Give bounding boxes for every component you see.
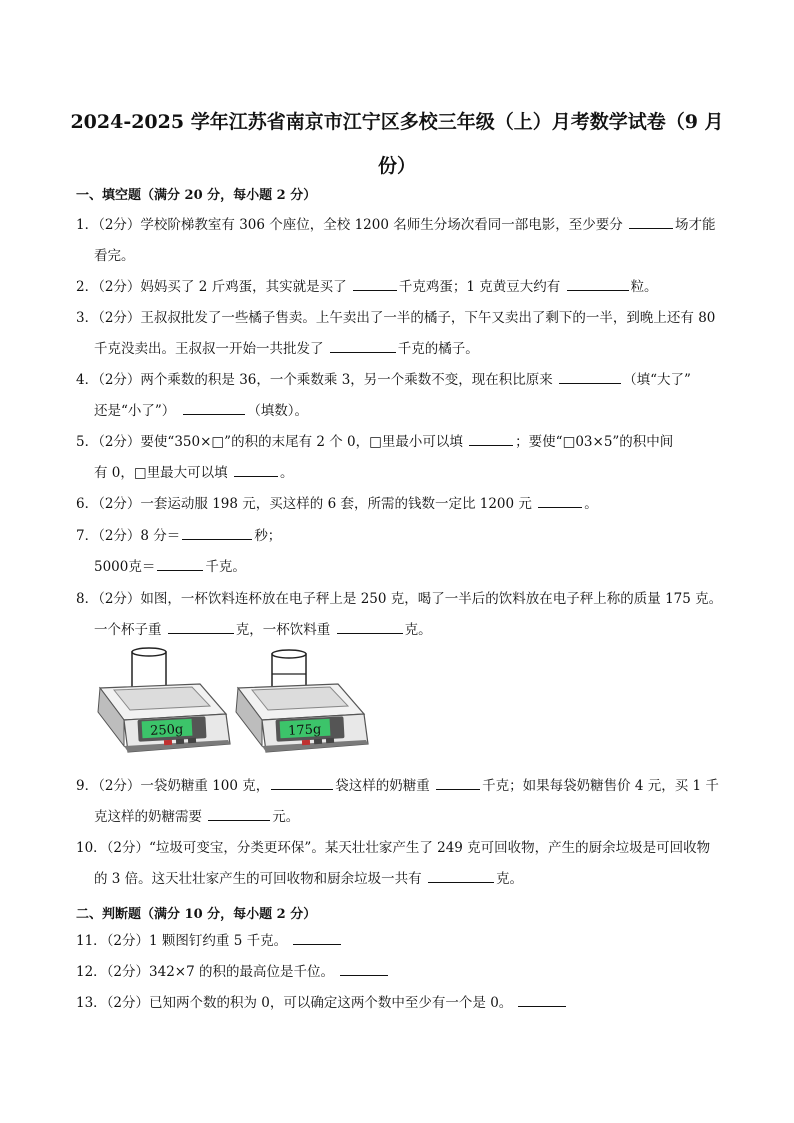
q2-text-c: 粒。 [630, 279, 658, 295]
scale-illustration [232, 640, 372, 768]
q12-text-a: 12．（2分）342×7 的积的最高位是千位。 [76, 964, 334, 980]
q2-text-b: 千克鸡蛋；1 克黄豆大约有 [398, 279, 565, 295]
answer-blank[interactable] [559, 369, 621, 384]
scale-figure-1 [94, 640, 234, 772]
q5-text-a: 5．（2分）要使“350×□”的积的末尾有 2 个 0，□里最小可以填 [76, 434, 468, 450]
section-heading-judge: 二、判断题（满分 10 分，每小题 2 分） [76, 907, 317, 922]
q3-text-c: 千克的橘子。 [397, 341, 479, 357]
answer-blank[interactable] [330, 338, 396, 353]
q10-text-a: 10．（2分）“垃圾可变宝，分类更环保”。某天壮壮家产生了 249 克可回收物，产生的厨余垃圾是可回收物 [76, 840, 711, 856]
q6-text-b: 。 [584, 496, 598, 512]
answer-blank[interactable] [538, 493, 582, 508]
question-7 [76, 521, 726, 583]
q8-text-b: 一个杯子重 [94, 622, 166, 638]
answer-blank[interactable] [182, 525, 252, 540]
question-6 [76, 489, 726, 520]
q7-text-d: 千克。 [205, 559, 246, 575]
answer-blank[interactable] [428, 868, 494, 883]
q9-text-e: 元。 [272, 809, 300, 825]
q7-text-a: 7．（2分）8 分＝ [76, 528, 181, 544]
q9-text-a: 9．（2分）一袋奶糖重 100 克， [76, 778, 270, 794]
q10-text-c: 克。 [495, 871, 523, 887]
answer-blank[interactable] [271, 775, 333, 790]
answer-blank[interactable] [234, 462, 278, 477]
question-1 [76, 210, 726, 272]
q4-text-c: 还是“小了”） [94, 403, 176, 419]
answer-blank[interactable] [340, 961, 388, 976]
q5-text-b: ；要使“□03×5”的积中间 [515, 434, 674, 450]
q1-text-c: 看完。 [94, 248, 135, 264]
answer-blank[interactable] [337, 619, 403, 634]
question-11 [76, 926, 726, 957]
answer-blank[interactable] [157, 556, 203, 571]
answer-blank[interactable] [469, 431, 513, 446]
q6-text-a: 6．（2分）一套运动服 198 元，买这样的 6 套，所需的钱数一定比 1200 元 [76, 496, 537, 512]
q1-text-b: 场才能 [675, 217, 716, 233]
answer-blank[interactable] [353, 276, 397, 291]
scale-display-2: 175g [287, 722, 322, 739]
answer-blank[interactable] [168, 619, 234, 634]
q3-text-b: 千克没卖出。王叔叔一开始一共批发了 [94, 341, 328, 357]
q1-text-a: 1．（2分）学校阶梯教室有 306 个座位，全校 1200 名师生分场次看同一部电影，至少要分 [76, 217, 628, 233]
question-5 [76, 427, 726, 489]
answer-blank[interactable] [208, 806, 270, 821]
question-3 [76, 303, 726, 365]
title-line-1: 2024-2025 学年江苏省南京市江宁区多校三年级（上）月考数学试卷（9 月 [70, 111, 724, 133]
question-4 [76, 365, 726, 427]
q4-text-a: 4．（2分）两个乘数的积是 36，一个乘数乘 3，另一个乘数不变，现在积比原来 [76, 372, 558, 388]
question-9 [76, 771, 726, 833]
q9-text-c: 千克；如果每袋奶糖售价 4 元，买 1 千 [482, 778, 719, 794]
scale-figure-2 [232, 640, 372, 772]
q8-text-a: 8．（2分）如图，一杯饮料连杯放在电子秤上是 250 克，喝了一半后的饮料放在电子秤上称的质量 175 克。 [76, 591, 723, 607]
q10-text-b: 的 3 倍。这天壮壮家产生的可回收物和厨余垃圾一共有 [94, 871, 426, 887]
q13-text-a: 13．（2分）已知两个数的积为 0，可以确定这两个数中至少有一个是 0。 [76, 995, 513, 1011]
answer-blank[interactable] [567, 276, 629, 291]
answer-blank[interactable] [183, 400, 245, 415]
q3-text-a: 3．（2分）王叔叔批发了一些橘子售卖。上午卖出了一半的橘子，下午又卖出了剩下的一半，到晚上还有 80 [76, 310, 716, 326]
q5-text-d: 。 [279, 465, 294, 481]
scale-illustration [94, 640, 234, 768]
question-8 [76, 584, 726, 646]
section-heading-fill: 一、填空题（满分 20 分，每小题 2 分） [76, 188, 317, 203]
q4-text-d: （填数）。 [247, 403, 309, 419]
q4-text-b: （填“大了” [623, 372, 691, 388]
question-13 [76, 988, 726, 1019]
q8-text-c: 克，一杯饮料重 [235, 622, 335, 638]
q7-text-c: 5000克＝ [94, 559, 156, 575]
q7-text-b: 秒； [254, 528, 282, 544]
question-2 [76, 272, 726, 303]
answer-blank[interactable] [629, 214, 673, 229]
title-line-2: 份） [377, 155, 416, 177]
question-10 [76, 833, 726, 895]
page-title [60, 100, 734, 188]
q9-text-d: 克这样的奶糖需要 [94, 809, 207, 825]
q8-text-d: 克。 [404, 622, 432, 638]
q5-text-c: 有 0，□里最大可以填 [94, 465, 232, 481]
answer-blank[interactable] [518, 992, 566, 1007]
q2-text-a: 2．（2分）妈妈买了 2 斤鸡蛋，其实就是买了 [76, 279, 351, 295]
q9-text-b: 袋这样的奶糖重 [335, 778, 435, 794]
answer-blank[interactable] [293, 930, 341, 945]
answer-blank[interactable] [436, 775, 480, 790]
question-12 [76, 957, 726, 988]
scale-display-1: 250g [149, 722, 184, 739]
q11-text-a: 11．（2分）1 颗图钉约重 5 千克。 [76, 933, 288, 949]
